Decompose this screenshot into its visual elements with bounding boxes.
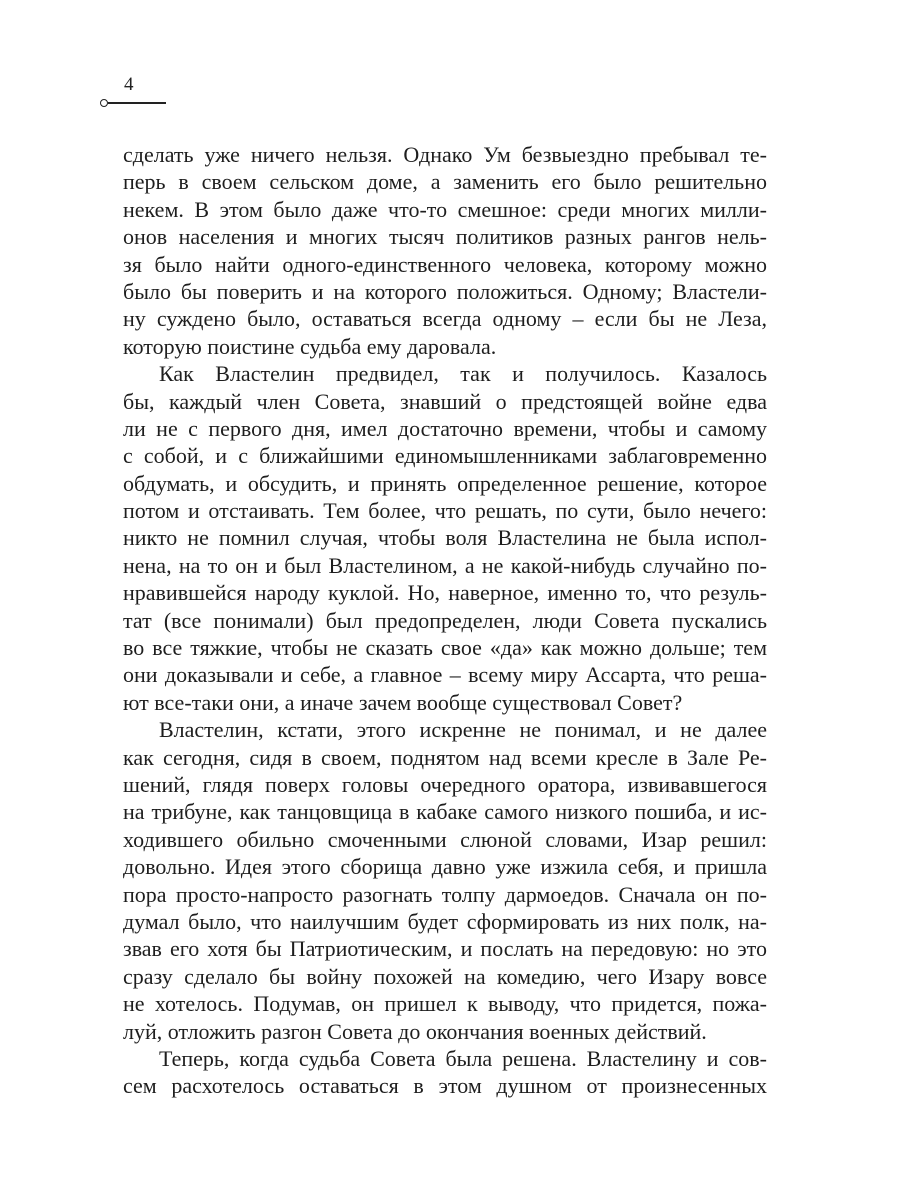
text-line: довольно. Идея этого сборища давно уже изжила себя, и пришла [123,854,767,880]
text-line: шений, глядя поверх головы очередного оратора, извивавшегося [123,771,767,797]
text-line: перь в своем сельском доме, а заменить его было решительно [123,169,767,195]
header-circle-ornament-icon [100,99,108,107]
text-line: во все тяжкие, чтобы не сказать свое «да» как можно дольше; тем [123,635,767,661]
text-line: Как Властелин предвидел, так и получилось. Казалось [159,361,767,387]
text-line: сделать уже ничего нельзя. Однако Ум безвыездно пребывал те- [123,142,767,167]
text-line: Властелин, кстати, этого искренне не понимал, и не далее [159,717,767,743]
text-line: они доказывали и себе, а главное – всему миру Ассарта, что реша- [123,662,767,688]
text-line: ну суждено было, оставаться всегда одному – если бы не Леза, [123,306,767,332]
text-line: тат (все понимали) был предопределен, люди Совета пускались [123,607,767,633]
text-line: некем. В этом было даже что-то смешное: среди многих милли- [123,196,767,222]
text-line: думал было, что наилучшим будет сформировать из них полк, на- [123,908,767,934]
text-line: нравившейся народу куклой. Но, наверное, именно то, что резуль- [123,580,767,606]
text-line: сем расхотелось оставаться в этом душном от произнесенных [123,1073,767,1099]
text-line: звав его хотя бы Патриотическим, и послать на передовую: но это [123,936,767,962]
text-line: онов населения и многих тысяч политиков разных рангов нель- [123,224,767,250]
text-line: с собой, и с ближайшими единомышленниками заблаговременно [123,443,767,469]
text-line: нена, на то он и был Властелином, а не какой-нибудь случайно по- [123,552,767,578]
text-line: сразу сделало бы войну похожей на комедию, чего Изару вовсе [123,963,767,989]
text-line: ют все-таки они, а иначе зачем вообще существовал Совет? [123,689,683,715]
text-line: было бы поверить и на которого положиться. Одному; Властели- [123,278,767,304]
text-line: на трибуне, как танцовщица в кабаке самого низкого пошиба, и ис- [123,799,767,825]
text-line: луй, отложить разгон Совета до окончания военных действий. [123,1018,707,1044]
text-line: обдумать, и обсудить, и принять определенное решение, которое [123,470,767,496]
text-line: не хотелось. Подумав, он пришел к выводу, что придется, пожа- [123,991,767,1017]
text-line: никто не помнил случая, чтобы воля Властелина не была испол- [123,525,767,551]
header-rule [108,102,166,104]
page-number: 4 [124,74,134,95]
text-line: зя было найти одного-единственного человека, которому можно [123,251,767,277]
text-line: которую поистине судьба ему даровала. [123,333,497,359]
text-line: ходившего обильно смоченными слюной словами, Изар решил: [123,826,767,852]
text-line: как сегодня, сидя в своем, поднятом над всеми кресле в Зале Ре- [123,744,767,770]
text-line: бы, каждый член Совета, знавший о предстоящей войне едва [123,388,767,414]
text-line: пора просто-напросто разогнать толпу дармоедов. Сначала он по- [123,881,767,907]
text-line: потом и отстаивать. Тем более, что решать, по сути, было нечего: [123,498,767,524]
text-line: Теперь, когда судьба Совета была решена. Властелину и сов- [159,1045,767,1071]
body-text [123,141,767,1100]
text-line: ли не с первого дня, имел достаточно времени, чтобы и самому [123,415,767,441]
